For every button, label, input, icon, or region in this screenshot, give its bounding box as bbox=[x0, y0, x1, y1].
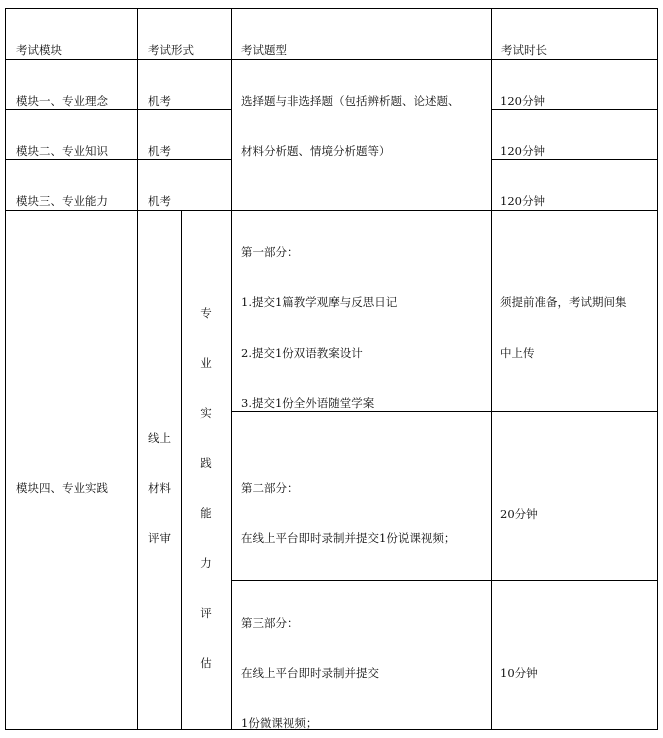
vertical-char: 业 bbox=[200, 356, 212, 370]
part-1-duration-line2: 中上传 bbox=[500, 346, 535, 360]
row-divider bbox=[5, 59, 658, 60]
part-1-title: 第一部分： bbox=[241, 245, 299, 259]
column-divider bbox=[137, 8, 138, 730]
vertical-char: 践 bbox=[200, 456, 212, 470]
row-divider bbox=[231, 580, 658, 581]
part-3-title: 第三部分： bbox=[241, 616, 299, 630]
row-divider bbox=[231, 411, 658, 412]
module-1-form: 机考 bbox=[148, 94, 171, 108]
vertical-char: 评 bbox=[200, 606, 212, 620]
part-3-duration: 10分钟 bbox=[500, 666, 538, 680]
vertical-char: 估 bbox=[200, 656, 212, 670]
part-2-title: 第二部分： bbox=[241, 481, 299, 495]
module-1-duration: 120分钟 bbox=[500, 94, 545, 108]
column-divider bbox=[231, 8, 232, 730]
module-4-form-line1: 线上 bbox=[148, 431, 171, 445]
row-divider bbox=[491, 159, 658, 160]
table-border-bottom bbox=[5, 729, 658, 730]
shared-question-type-line1: 选择题与非选择题（包括辨析题、论述题、 bbox=[241, 94, 460, 108]
part-2-duration: 20分钟 bbox=[500, 507, 538, 521]
part-2-desc: 在线上平台即时录制并提交1份说课视频； bbox=[241, 531, 456, 545]
table-border-left bbox=[5, 8, 6, 730]
table-border-right bbox=[657, 8, 658, 730]
shared-question-type-line2: 材料分析题、情境分析题等） bbox=[241, 144, 391, 158]
module-1-name: 模块一、专业理念 bbox=[16, 94, 108, 108]
module-2-duration: 120分钟 bbox=[500, 144, 545, 158]
part-3-desc-line2: 1份微课视频； bbox=[241, 716, 318, 730]
vertical-char: 专 bbox=[200, 306, 212, 320]
header-module: 考试模块 bbox=[16, 43, 62, 57]
part-1-item-2: 2.提交1份双语教案设计 bbox=[241, 346, 363, 360]
module-4-form-line2: 材料 bbox=[148, 481, 171, 495]
vertical-label-practice-assessment bbox=[196, 306, 216, 706]
vertical-char: 能 bbox=[200, 506, 212, 520]
header-question-type: 考试题型 bbox=[241, 43, 287, 57]
table-border-top bbox=[5, 8, 658, 9]
vertical-char: 力 bbox=[200, 556, 212, 570]
header-form: 考试形式 bbox=[148, 43, 194, 57]
module-3-form: 机考 bbox=[148, 194, 171, 208]
row-divider bbox=[5, 159, 231, 160]
module-3-name: 模块三、专业能力 bbox=[16, 194, 108, 208]
header-duration: 考试时长 bbox=[501, 43, 547, 57]
part-1-item-3: 3.提交1份全外语随堂学案 bbox=[241, 396, 375, 410]
column-divider bbox=[491, 8, 492, 730]
module-3-duration: 120分钟 bbox=[500, 194, 545, 208]
row-divider bbox=[5, 109, 231, 110]
vertical-char: 实 bbox=[200, 406, 212, 420]
column-divider bbox=[181, 210, 182, 730]
module-2-form: 机考 bbox=[148, 144, 171, 158]
module-4-name: 模块四、专业实践 bbox=[16, 481, 108, 495]
row-divider bbox=[491, 109, 658, 110]
row-divider bbox=[5, 210, 658, 211]
module-2-name: 模块二、专业知识 bbox=[16, 144, 108, 158]
part-3-desc-line1: 在线上平台即时录制并提交 bbox=[241, 666, 379, 680]
module-4-form-line3: 评审 bbox=[148, 531, 171, 545]
part-1-item-1: 1.提交1篇教学观摩与反思日记 bbox=[241, 295, 398, 309]
part-1-duration-line1: 须提前准备，考试期间集 bbox=[500, 295, 627, 309]
